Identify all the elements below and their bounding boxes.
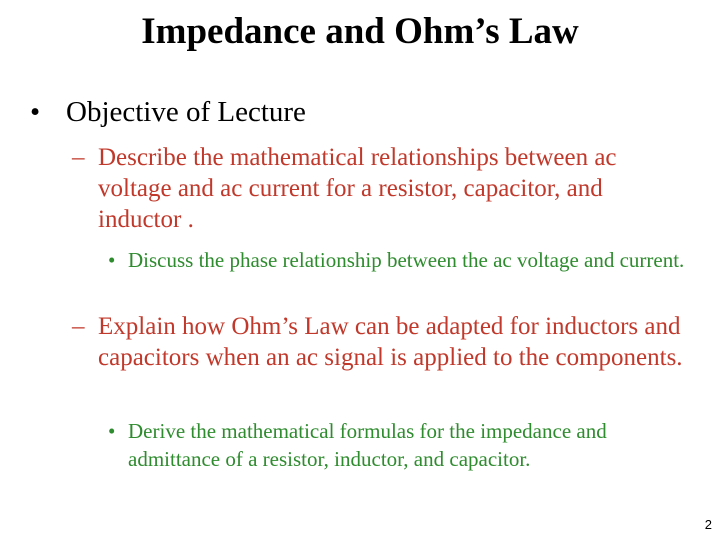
objective-item-2-sub-text: Derive the mathematical formulas for the impedance and admittance of a resistor, inductor, and capacitor. bbox=[128, 419, 607, 471]
main-bullet bbox=[30, 94, 306, 130]
page-number: 2 bbox=[704, 517, 712, 532]
objective-item-2-text: Explain how Ohm’s Law can be adapted for inductors and capacitors when an ac signal is applied to the components. bbox=[98, 313, 683, 371]
bullet-marker: • bbox=[108, 248, 116, 272]
objective-item-1-text: Describe the mathematical relationships between ac voltage and ac current for a resistor, capacitor, and inductor . bbox=[98, 144, 617, 233]
dash-marker: – bbox=[72, 144, 85, 171]
dash-marker: – bbox=[72, 313, 85, 340]
objective-item-1 bbox=[72, 142, 692, 235]
objective-item-2 bbox=[72, 311, 692, 373]
objective-item-2-sub bbox=[108, 417, 698, 473]
objective-item-1-sub-text: Discuss the phase relationship between the ac voltage and current. bbox=[128, 248, 685, 272]
bullet-marker: • bbox=[108, 419, 116, 443]
slide-title: Impedance and Ohm’s Law bbox=[141, 11, 579, 52]
main-bullet-text: Objective of Lecture bbox=[66, 96, 306, 128]
objective-item-1-sub bbox=[108, 246, 698, 274]
bullet-marker: • bbox=[30, 96, 41, 128]
